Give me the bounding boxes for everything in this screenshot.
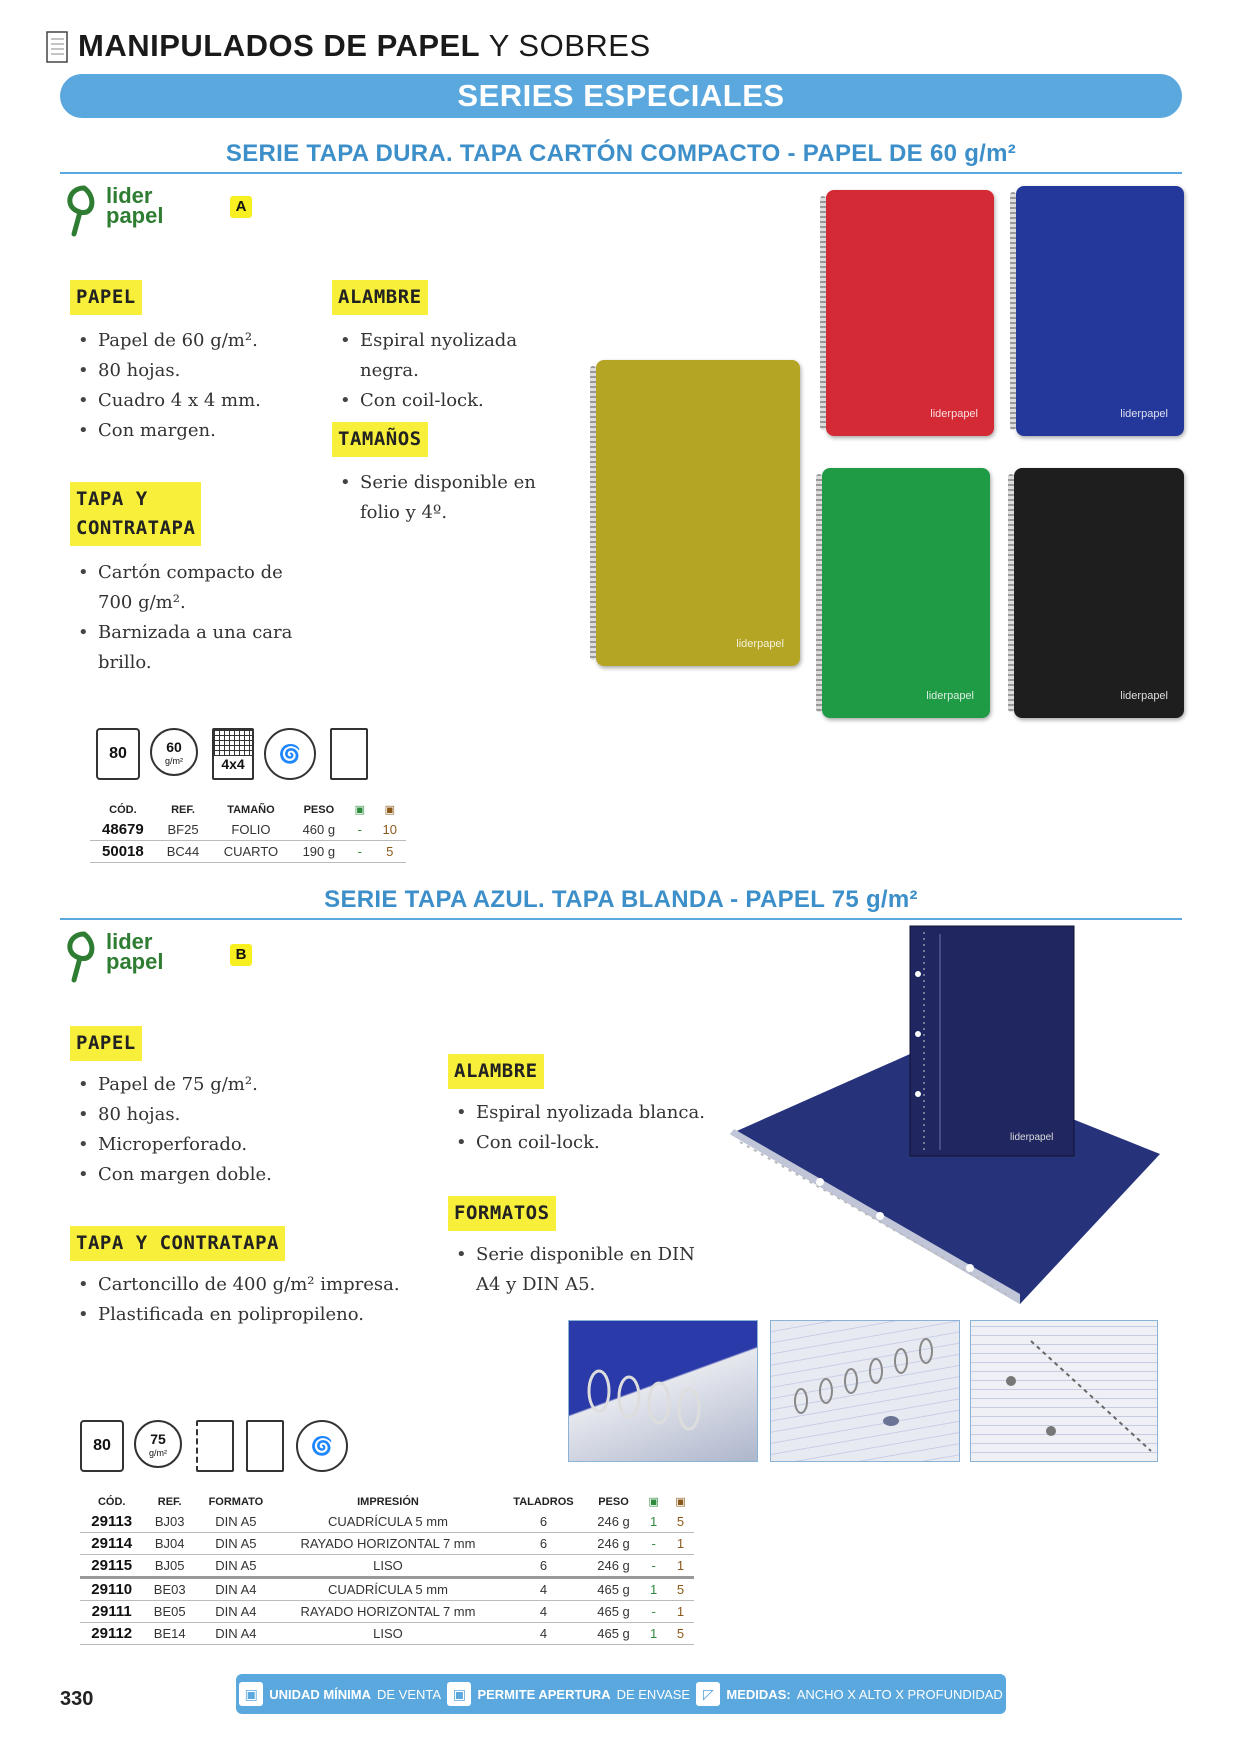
papel-list	[74, 1070, 374, 1190]
col-header: REF.	[157, 1495, 182, 1508]
box-icon: ▣	[675, 1496, 686, 1508]
legend-bold: UNIDAD MÍNIMA	[269, 1686, 372, 1702]
table-row	[80, 1555, 694, 1578]
table-cell: DIN A4	[196, 1601, 276, 1623]
spiral-rings-icon	[771, 1321, 959, 1461]
table-cell: RAYADO HORIZONTAL 7 mm	[276, 1533, 500, 1555]
list-item: • Espiral nyolizada negra.	[336, 326, 576, 386]
open-pack-icon: ▣	[354, 804, 366, 816]
legend-item	[447, 1682, 690, 1706]
sheets-count-icon: 80	[80, 1420, 124, 1472]
papel-heading: PAPEL	[70, 1026, 142, 1061]
tapa-heading	[70, 482, 201, 546]
table-row	[80, 1578, 694, 1601]
list-item: • Con margen doble.	[74, 1160, 374, 1190]
col-header: PESO	[303, 803, 335, 816]
margin-page-icon	[330, 728, 368, 780]
notebook-icon	[44, 30, 70, 64]
table-cell: DIN A5	[196, 1511, 276, 1533]
table-cell: LISO	[276, 1555, 500, 1578]
legend-rest: DE VENTA	[377, 1686, 442, 1702]
table-cell: 5	[667, 1511, 694, 1533]
table-cell: BE14	[143, 1623, 196, 1645]
logo-line2: papel	[106, 203, 164, 228]
logo-line1: lider	[106, 183, 153, 208]
table-cell: 465 g	[587, 1601, 640, 1623]
list-item: • Plastificada en polipropileno.	[74, 1300, 454, 1330]
table-cell: 10	[374, 819, 406, 841]
table-cell: 29113	[80, 1511, 143, 1533]
table-cell: 1	[640, 1578, 667, 1601]
legend-rest: ANCHO X ALTO X PROFUNDIDAD	[796, 1686, 1003, 1702]
table-cell: 50018	[90, 841, 156, 863]
table-cell: 6	[500, 1555, 587, 1578]
notebook-brand: liderpapel	[1010, 1132, 1054, 1143]
col-header: REF.	[171, 803, 195, 816]
col-header: CÓD.	[109, 803, 137, 816]
table-row	[80, 1533, 694, 1555]
tapa-list	[74, 558, 304, 678]
liderpapel-logo	[60, 182, 190, 242]
logo-line1: lider	[106, 929, 153, 954]
table-cell: 29114	[80, 1533, 143, 1555]
notebook-brand: liderpapel	[930, 408, 978, 420]
list-item: • Con margen.	[74, 416, 334, 446]
list-item: • Barnizada a una cara brillo.	[74, 618, 304, 678]
table-cell: LISO	[276, 1623, 500, 1645]
coil-lock-icon: 🌀	[296, 1420, 348, 1472]
list-item: • Cartoncillo de 400 g/m² impresa.	[74, 1270, 454, 1300]
table-cell: -	[346, 841, 373, 863]
table-cell: BC44	[156, 841, 211, 863]
paper-weight-icon	[134, 1420, 182, 1468]
table-cell: DIN A4	[196, 1623, 276, 1645]
col-header: PESO	[598, 1495, 629, 1508]
table-cell: 246 g	[587, 1555, 640, 1578]
section-a-rule	[60, 172, 1182, 174]
alambre-list	[452, 1098, 712, 1158]
table-cell: BJ03	[143, 1511, 196, 1533]
col-header: FORMATO	[208, 1495, 264, 1508]
list-item: • 80 hojas.	[74, 356, 334, 386]
table-cell: 29110	[80, 1578, 143, 1601]
legend-item	[239, 1682, 441, 1706]
table-cell: DIN A5	[196, 1555, 276, 1578]
list-item: • Espiral nyolizada blanca.	[452, 1098, 712, 1128]
tapa-heading-line2: CONTRATAPA	[76, 517, 196, 539]
grid-icon	[212, 728, 254, 780]
page-title-light: Y SOBRES	[488, 28, 651, 63]
papel-heading: PAPEL	[70, 280, 142, 315]
alambre-heading: ALAMBRE	[332, 280, 428, 315]
spiral-rings-icon	[569, 1321, 757, 1461]
col-header: CÓD.	[97, 1495, 126, 1508]
section-b-title: SERIE TAPA AZUL. TAPA BLANDA - PAPEL 75 g/m²	[324, 886, 918, 913]
table-cell: 4	[500, 1578, 587, 1601]
table-cell: 5	[667, 1578, 694, 1601]
table-cell: 246 g	[587, 1511, 640, 1533]
table-cell: 4	[500, 1623, 587, 1645]
table-cell: 460 g	[292, 819, 347, 841]
notebook-brand: liderpapel	[1120, 690, 1168, 702]
list-item: • Cuadro 4 x 4 mm.	[74, 386, 334, 416]
legend-bold: MEDIDAS:	[726, 1686, 791, 1702]
notebook-green-image	[822, 468, 990, 718]
table-cell: 48679	[90, 819, 156, 841]
notebook-black-image	[1014, 468, 1184, 718]
coil-lock-icon: 🌀	[264, 728, 316, 780]
table-cell: 6	[500, 1533, 587, 1555]
tamanos-list	[336, 468, 576, 528]
tapa-heading-line1: TAPA Y	[76, 488, 148, 510]
col-header: TAMAÑO	[227, 803, 275, 816]
box-icon: ▣	[384, 804, 395, 816]
notebook-red-image	[826, 190, 994, 436]
tapa-list	[74, 1270, 454, 1330]
section-a-title: SERIE TAPA DURA. TAPA CARTÓN COMPACTO - PAPEL DE 60 g/m²	[225, 140, 1017, 167]
notebook-brand: liderpapel	[736, 638, 784, 650]
table-cell: -	[346, 819, 373, 841]
table-cell: 246 g	[587, 1533, 640, 1555]
measure-icon: ◸	[696, 1682, 720, 1706]
product-table-b	[80, 1492, 694, 1645]
table-row	[80, 1601, 694, 1623]
list-item: • Con coil-lock.	[452, 1128, 712, 1158]
legend-bold: PERMITE APERTURA	[477, 1686, 611, 1702]
legend-bar	[236, 1674, 1006, 1714]
table-cell: FOLIO	[210, 819, 291, 841]
list-item: • Cartón compacto de 700 g/m².	[74, 558, 304, 618]
table-cell: 5	[667, 1623, 694, 1645]
notebook-brand: liderpapel	[926, 690, 974, 702]
table-cell: 5	[374, 841, 406, 863]
col-header: TALADROS	[513, 1495, 574, 1508]
table-cell: -	[640, 1601, 667, 1623]
alambre-list	[336, 326, 576, 416]
table-cell: DIN A5	[196, 1533, 276, 1555]
paper-weight-value: 60	[166, 739, 182, 755]
series-badge: B	[230, 944, 252, 966]
perforated-paper-photo	[770, 1320, 960, 1462]
table-cell: CUADRÍCULA 5 mm	[276, 1578, 500, 1601]
page-number: 330	[60, 1688, 94, 1710]
table-row	[80, 1511, 694, 1533]
legend-item	[696, 1682, 1002, 1706]
box-icon: ▣	[239, 1682, 263, 1706]
table-cell: 1	[667, 1555, 694, 1578]
notebook-blue-image	[1016, 186, 1184, 436]
col-header: IMPRESIÓN	[357, 1495, 419, 1508]
spiral-detail-photo	[568, 1320, 758, 1462]
table-cell: BE05	[143, 1601, 196, 1623]
list-item: • Serie disponible en DIN A4 y DIN A5.	[452, 1240, 712, 1300]
table-cell: 29112	[80, 1623, 143, 1645]
table-cell: 29115	[80, 1555, 143, 1578]
table-cell: DIN A4	[196, 1578, 276, 1601]
table-row	[80, 1623, 694, 1645]
section-banner: SERIES ESPECIALES	[60, 74, 1182, 118]
logo-leaf-icon	[60, 182, 108, 238]
logo-leaf-icon	[60, 928, 108, 984]
spiral-rings-icon	[971, 1321, 1157, 1461]
list-item: • Serie disponible en folio y 4º.	[336, 468, 576, 528]
table-row	[90, 819, 406, 841]
legend-rest: DE ENVASE	[616, 1686, 691, 1702]
table-cell: BF25	[156, 819, 211, 841]
table-cell: -	[640, 1555, 667, 1578]
table-cell: RAYADO HORIZONTAL 7 mm	[276, 1601, 500, 1623]
grid-paper-photo	[970, 1320, 1158, 1462]
table-cell: 1	[640, 1511, 667, 1533]
microperforated-page-icon	[196, 1420, 234, 1472]
table-cell: 1	[640, 1623, 667, 1645]
table-cell: 190 g	[292, 841, 347, 863]
table-cell: BJ05	[143, 1555, 196, 1578]
table-cell: -	[640, 1533, 667, 1555]
double-margin-page-icon	[246, 1420, 284, 1472]
alambre-heading: ALAMBRE	[448, 1054, 544, 1089]
table-cell: BE03	[143, 1578, 196, 1601]
papel-list	[74, 326, 334, 446]
table-cell: BJ04	[143, 1533, 196, 1555]
list-item: • 80 hojas.	[74, 1100, 374, 1130]
table-cell: 1	[667, 1601, 694, 1623]
sheets-count-icon: 80	[96, 728, 140, 780]
formatos-heading: FORMATOS	[448, 1196, 556, 1231]
notebook-brand: liderpapel	[1120, 408, 1168, 420]
page-title-bold: MANIPULADOS DE PAPEL	[78, 28, 481, 63]
table-cell: 6	[500, 1511, 587, 1533]
grid-size-label: 4x4	[221, 756, 245, 772]
product-table-a	[90, 800, 406, 863]
table-row	[90, 841, 406, 863]
logo-line2: papel	[106, 949, 164, 974]
table-cell: CUADRÍCULA 5 mm	[276, 1511, 500, 1533]
page-title	[78, 28, 651, 64]
table-cell: 465 g	[587, 1623, 640, 1645]
list-item: • Papel de 60 g/m².	[74, 326, 334, 356]
series-badge: A	[230, 196, 252, 218]
paper-weight-unit: g/m²	[165, 756, 183, 766]
formatos-list	[452, 1240, 712, 1300]
tamanos-heading: TAMAÑOS	[332, 422, 428, 457]
list-item: • Papel de 75 g/m².	[74, 1070, 374, 1100]
table-cell: 465 g	[587, 1578, 640, 1601]
table-cell: CUARTO	[210, 841, 291, 863]
notebook-olive-image	[596, 360, 800, 666]
paper-weight-value: 75	[150, 1431, 166, 1447]
liderpapel-logo	[60, 928, 190, 988]
blue-notebooks-image	[720, 924, 1160, 1304]
paper-weight-unit: g/m²	[149, 1448, 167, 1458]
open-pack-icon: ▣	[447, 1682, 471, 1706]
table-cell: 1	[667, 1533, 694, 1555]
paper-weight-icon	[150, 728, 198, 776]
list-item: • Microperforado.	[74, 1130, 374, 1160]
table-cell: 29111	[80, 1601, 143, 1623]
open-pack-icon: ▣	[648, 1496, 659, 1508]
table-cell: 4	[500, 1601, 587, 1623]
section-b-rule	[60, 918, 1182, 920]
list-item: • Con coil-lock.	[336, 386, 576, 416]
tapa-heading: TAPA Y CONTRATAPA	[70, 1226, 285, 1261]
